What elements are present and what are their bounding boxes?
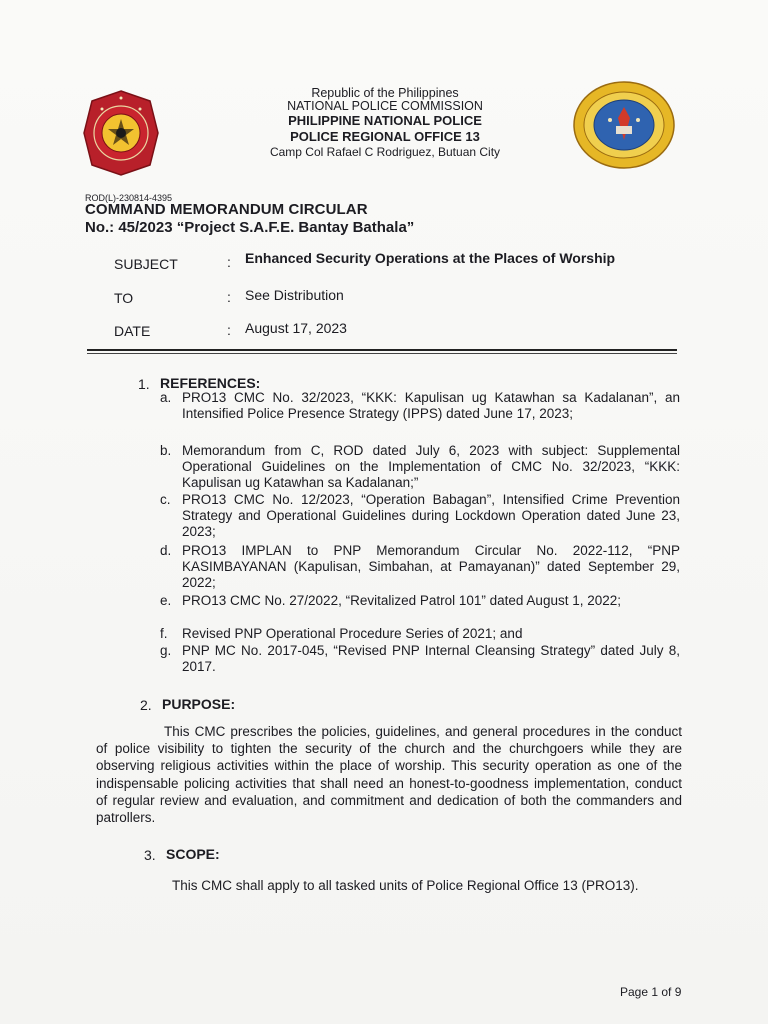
section-3-title: SCOPE: (166, 846, 220, 862)
reference-letter: c. (160, 492, 171, 507)
header-divider-thick (87, 349, 677, 351)
date-colon: : (227, 322, 231, 338)
pnp-seal-logo (82, 89, 160, 177)
date-value: August 17, 2023 (245, 320, 347, 336)
document-ref-code: ROD(L)-230814-4395 (85, 193, 173, 203)
reference-letter: g. (160, 643, 172, 658)
section-1-number: 1. (138, 376, 150, 392)
header-address: Camp Col Rafael C Rodriguez, Butuan City (269, 145, 501, 159)
document-number: No.: 45/2023 “Project S.A.F.E. Bantay Bathala” (85, 219, 415, 236)
pro13-seal-icon (572, 80, 676, 170)
reference-letter: d. (160, 543, 172, 558)
document-title: COMMAND MEMORANDUM CIRCULAR (85, 201, 368, 218)
section-3-number: 3. (144, 847, 156, 863)
scope-paragraph: This CMC shall apply to all tasked units of Police Regional Office 13 (PRO13). (172, 878, 639, 893)
page-number: Page 1 of 9 (620, 985, 682, 999)
reference-item-g (160, 643, 680, 677)
reference-letter: f. (160, 626, 168, 641)
reference-item-f (160, 626, 680, 644)
section-2-title: PURPOSE: (162, 696, 236, 712)
reference-text: Memorandum from C, ROD dated July 6, 2023 with subject: Supplemental Operational Guidelines on the Implementation of CMC No. 32/2023, “KKK: Kapulisan ug Katawhan sa Kadalanan;” (182, 443, 680, 491)
reference-item-c (160, 492, 680, 542)
reference-item-e (160, 593, 680, 627)
pnp-seal-icon (82, 89, 160, 177)
subject-label: SUBJECT (114, 256, 178, 272)
header-pnp: PHILIPPINE NATIONAL POLICE (288, 113, 482, 128)
header-pro13: POLICE REGIONAL OFFICE 13 (290, 129, 480, 144)
reference-text: Revised PNP Operational Procedure Series of 2021; and (182, 626, 523, 641)
subject-colon: : (227, 254, 231, 270)
header-divider-thin (87, 353, 677, 354)
pro13-seal-logo (572, 80, 676, 170)
to-colon: : (227, 289, 231, 305)
header-republic: Republic of the Philippines (311, 86, 459, 100)
reference-text: PRO13 CMC No. 27/2022, “Revitalized Patrol 101” dated August 1, 2022; (182, 593, 622, 608)
reference-letter: a. (160, 390, 172, 405)
header-napolcom: NATIONAL POLICE COMMISSION (287, 99, 483, 113)
reference-text: PRO13 IMPLAN to PNP Memorandum Circular No. 2022-112, “PNP KASIMBAYANAN (Kapulisan, Simbahan, at Pamayanan)” dated September 29, 2022; (182, 543, 680, 591)
reference-letter: b. (160, 443, 172, 458)
reference-item-d (160, 543, 680, 593)
date-label: DATE (114, 323, 151, 339)
reference-item-b (160, 443, 680, 493)
reference-text: PNP MC No. 2017-045, “Revised PNP Internal Cleansing Strategy” dated July 8, 2017. (182, 643, 680, 675)
subject-value: Enhanced Security Operations at the Places of Worship (245, 250, 616, 266)
section-1-title: REFERENCES: (160, 375, 261, 391)
section-2-number: 2. (140, 697, 152, 713)
reference-letter: e. (160, 593, 172, 608)
reference-item-a (160, 390, 680, 440)
to-value: See Distribution (245, 287, 344, 303)
to-label: TO (114, 290, 134, 306)
purpose-paragraph: This CMC prescribes the policies, guidelines, and general procedures in the conduct of police visibility to tighten the security of the church and the churchgoers while they are observing religious activities within the place of worship. This security operation as one of the indispensable policing activities that shall need an honest-to-goodness implementation, conduct of regular review and evaluation, and commitment and dedication of both the commanders and patrollers. (96, 724, 682, 826)
reference-text: PRO13 CMC No. 12/2023, “Operation Babagan”, Intensified Crime Prevention Strategy and Operational Guidelines during Lockdown Operation dated June 23, 2023; (182, 492, 680, 540)
reference-text: PRO13 CMC No. 32/2023, “KKK: Kapulisan ug Katawhan sa Kadalanan”, an Intensified Police Presence Strategy (IPPS) dated June 17, 2023; (182, 390, 680, 422)
